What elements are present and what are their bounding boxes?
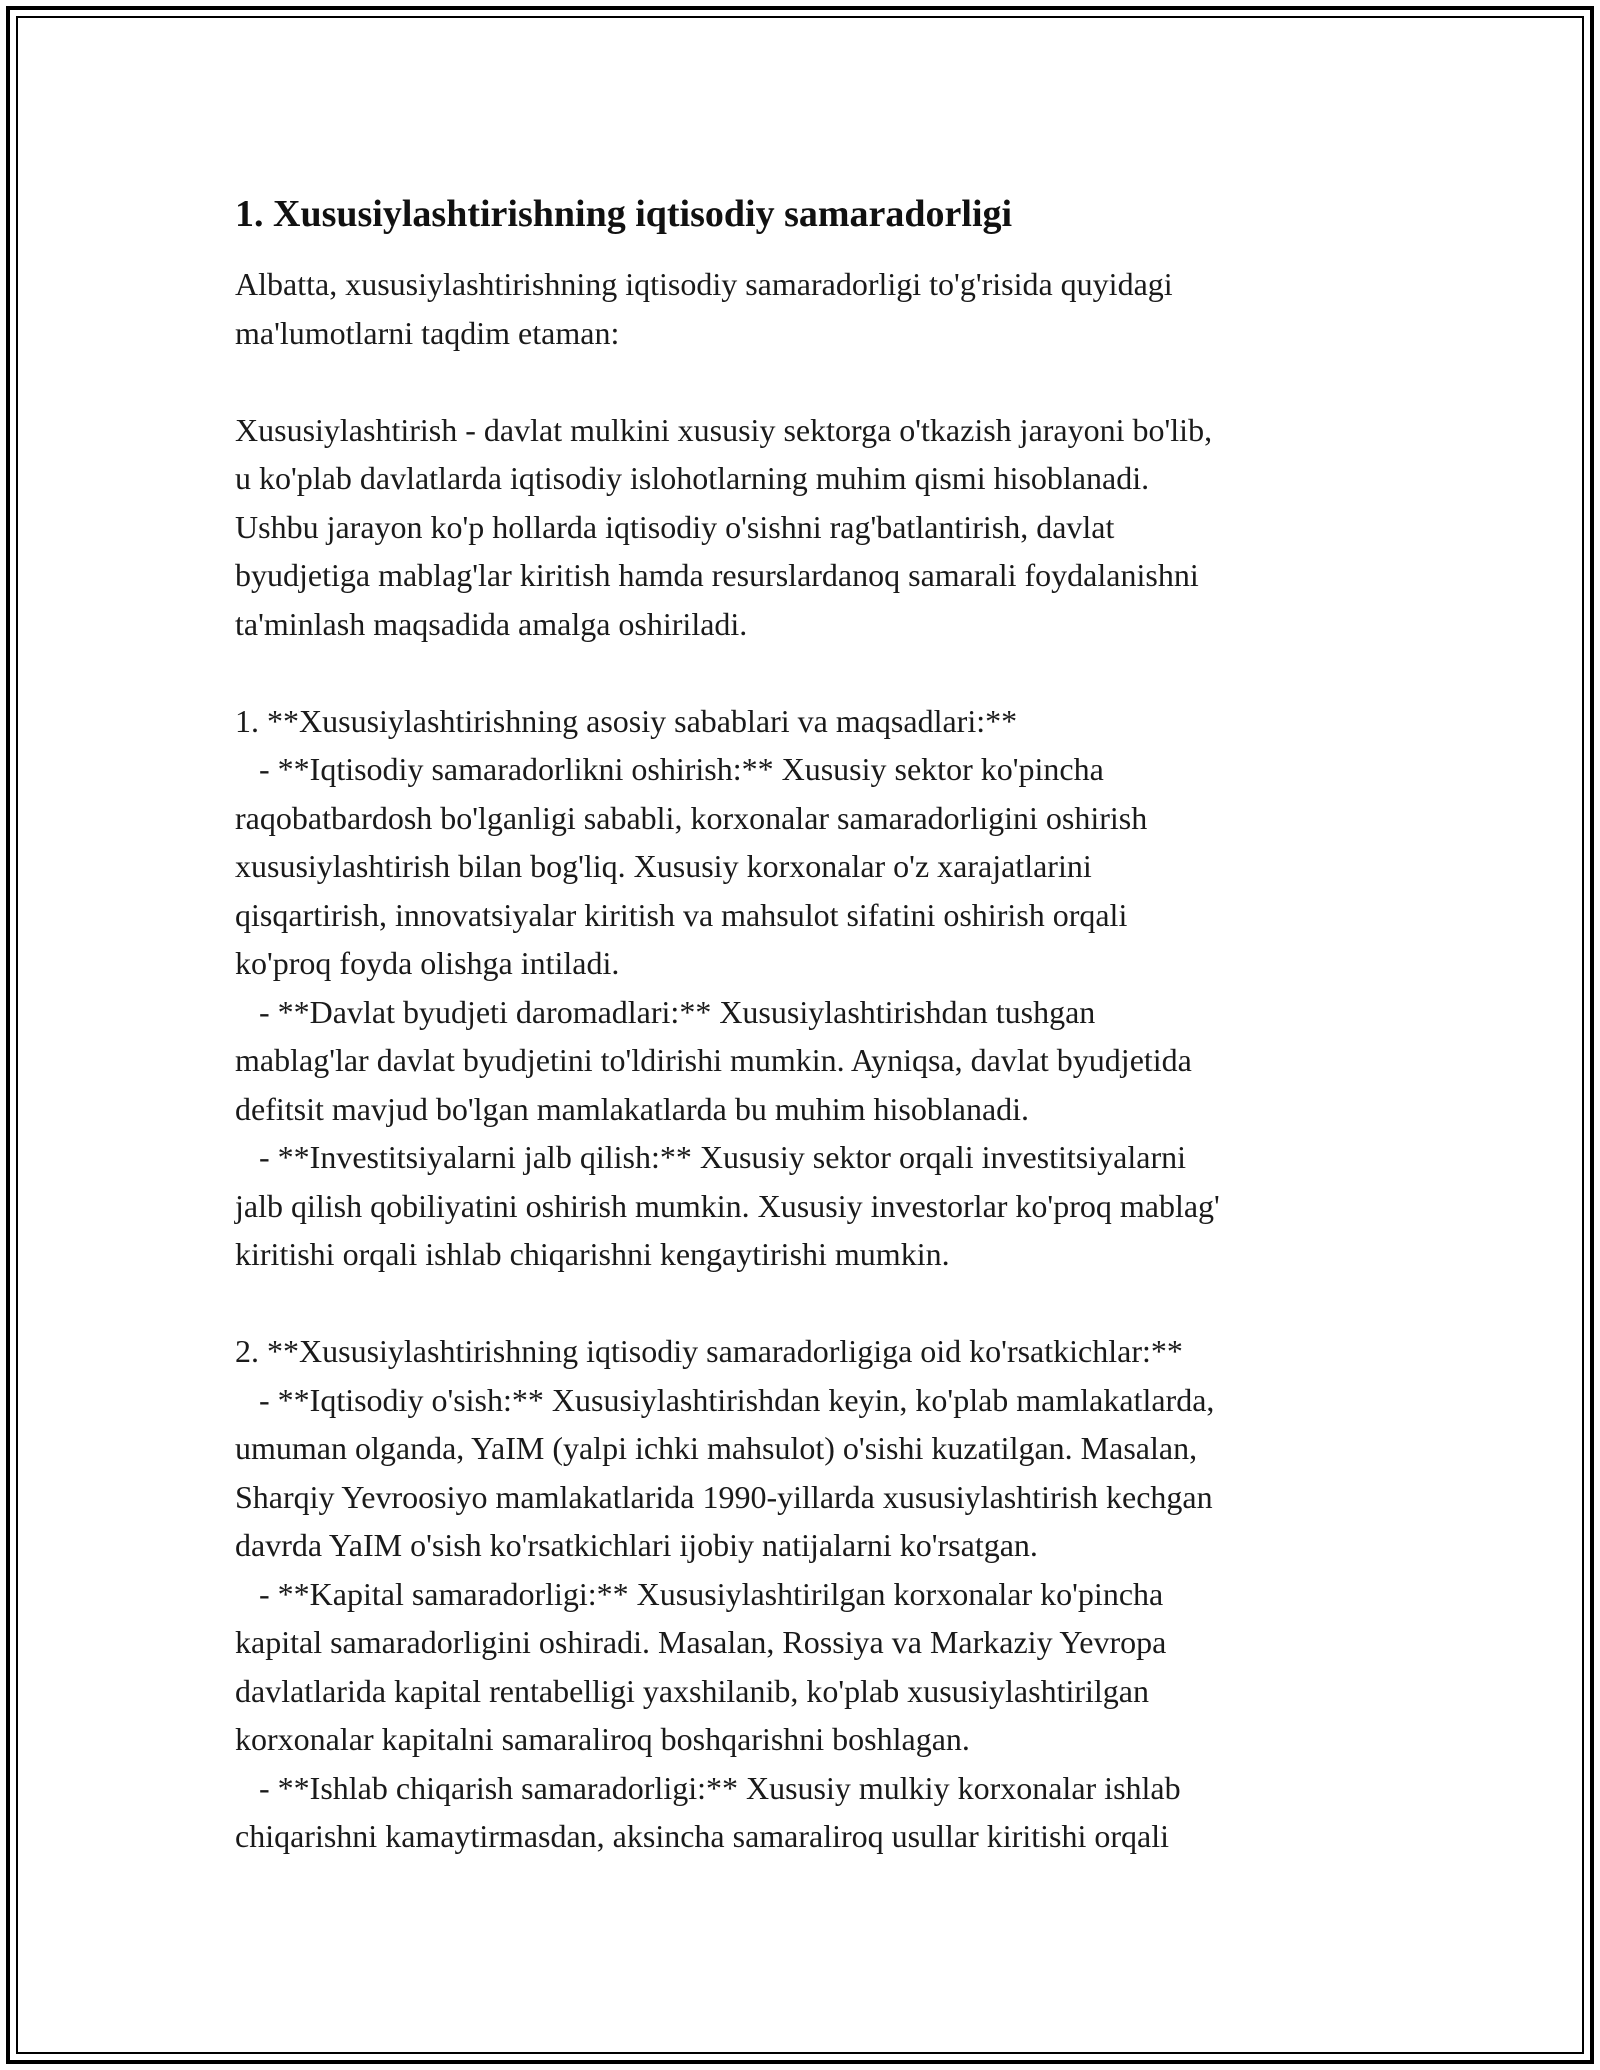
- text-line: defitsit mavjud bo'lgan mamlakatlarda bu muhim hisoblanadi.: [235, 1090, 1030, 1127]
- text-line: chiqarishni kamaytirmasdan, aksincha samaraliroq usullar kiritishi orqali: [235, 1818, 1169, 1854]
- text-line: ko'proq foyda olishga intiladi.: [235, 945, 620, 981]
- text-line: korxonalar kapitalni samaraliroq boshqarishni boshlagan.: [235, 1721, 970, 1757]
- text-line: - **Kapital samaradorligi:** Xususiylashtirilgan korxonalar ko'pincha: [235, 1575, 1164, 1612]
- text-line: jalb qilish qobiliyatini oshirish mumkin. Xususiy investorlar ko'proq mablag': [235, 1187, 1220, 1224]
- text-line: Xususiylashtirish - davlat mulkini xususiy sektorga o'tkazish jarayoni bo'lib,: [235, 411, 1213, 448]
- text-line: xususiylashtirish bilan bog'liq. Xususiy korxonalar o'z xarajatlarini: [235, 848, 1092, 884]
- blank-line: [235, 1279, 1375, 1328]
- text-line: 2. **Xususiylashtirishning iqtisodiy samaradorligiga oid ko'rsatkichlar:**: [235, 1333, 1183, 1369]
- text-line: - **Davlat byudjeti daromadlari:** Xususiylashtirishdan tushgan: [235, 993, 1096, 1030]
- text-line: Ushbu jarayon ko'p hollarda iqtisodiy o'sishni rag'batlantirish, davlat: [235, 508, 1115, 545]
- text-line: - **Iqtisodiy samaradorlikni oshirish:** Xususiy sektor ko'pincha: [235, 751, 1104, 787]
- text-line: byudjetiga mablag'lar kiritish hamda resurslardanoq samarali foydalanishni: [235, 557, 1199, 593]
- text-line: Albatta, xususiylashtirishning iqtisodiy samaradorligi to'g'risida quyidagi: [235, 266, 1173, 302]
- text-line: Sharqiy Yevroosiyo mamlakatlarida 1990-yillarda xususiylashtirish kechgan: [235, 1478, 1213, 1515]
- text-line: - **Investitsiyalarni jalb qilish:** Xususiy sektor orqali investitsiyalarni: [235, 1139, 1186, 1175]
- text-line: mablag'lar davlat byudjetini to'ldirishi mumkin. Ayniqsa, davlat byudjetida: [235, 1042, 1192, 1078]
- text-line: qisqartirish, innovatsiyalar kiritish va mahsulot sifatini oshirish orqali: [235, 896, 1128, 933]
- text-line: raqobatbardosh bo'lganligi sababli, korxonalar samaradorligini oshirish: [235, 799, 1148, 836]
- text-line: 1. **Xususiylashtirishning asosiy sabablari va maqsadlari:**: [235, 702, 1018, 739]
- document-body: [235, 190, 1375, 1861]
- text-line: davlatlarida kapital rentabelligi yaxshilanib, ko'plab xususiylashtirilgan: [235, 1672, 1149, 1709]
- text-line: - **Ishlab chiqarish samaradorligi:** Xususiy mulkiy korxonalar ishlab: [235, 1769, 1181, 1806]
- page-title: 1. Xususiylashtirishning iqtisodiy samaradorligi: [235, 193, 1013, 235]
- text-line: ta'minlash maqsadida amalga oshiriladi.: [235, 605, 748, 642]
- text-line: kapital samaradorligini oshiradi. Masalan, Rossiya va Markaziy Yevropa: [235, 1624, 1167, 1660]
- document-text: [235, 260, 1375, 1861]
- text-line: u ko'plab davlatlarda iqtisodiy islohotlarning muhim qismi hisoblanadi.: [235, 460, 1150, 496]
- blank-line: [235, 357, 1375, 406]
- blank-line: [235, 648, 1375, 697]
- text-line: ma'lumotlarni taqdim etaman:: [235, 314, 620, 351]
- text-line: - **Iqtisodiy o'sish:** Xususiylashtirishdan keyin, ko'plab mamlakatlarda,: [235, 1381, 1215, 1418]
- text-line: umuman olganda, YaIM (yalpi ichki mahsulot) o'sishi kuzatilgan. Masalan,: [235, 1430, 1198, 1466]
- text-line: davrda YaIM o'sish ko'rsatkichlari ijobiy natijalarni ko'rsatgan.: [235, 1527, 1038, 1563]
- text-line: kiritishi orqali ishlab chiqarishni kengaytirishi mumkin.: [235, 1236, 950, 1272]
